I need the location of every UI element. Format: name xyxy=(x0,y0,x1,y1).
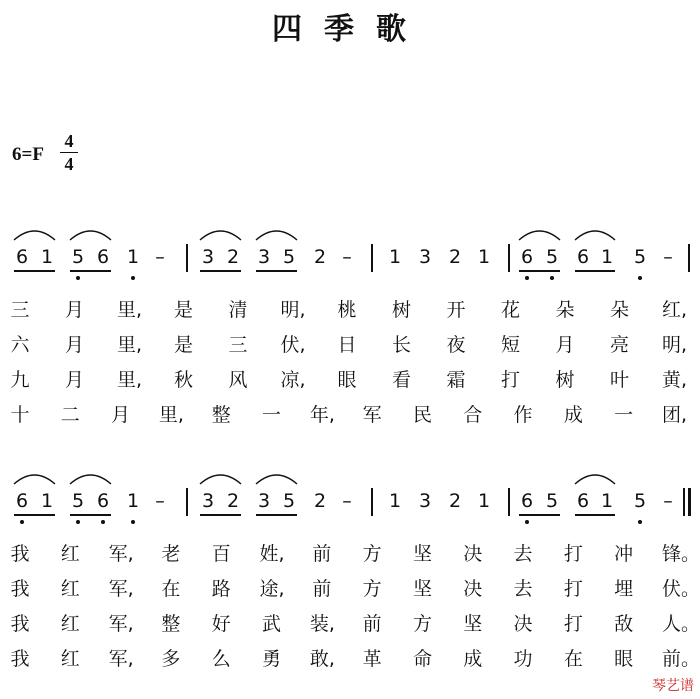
lyric-char: 花 xyxy=(500,299,520,321)
lyric-char: 秋 xyxy=(173,369,193,391)
lyric-char: 明, xyxy=(280,299,306,321)
lyric-char: 短 xyxy=(500,334,520,356)
eighth-beam xyxy=(70,270,111,272)
note: 3 xyxy=(418,246,432,268)
lyric-char: 月 xyxy=(111,404,131,426)
lyric-char: 我 xyxy=(10,578,30,600)
octave-dot xyxy=(101,520,105,524)
lyric-char: 冲 xyxy=(614,543,634,565)
lyric-char: 合 xyxy=(463,404,483,426)
lyric-char: 勇 xyxy=(262,648,282,670)
lyric-char: 姓, xyxy=(259,543,285,565)
note: – xyxy=(663,246,673,268)
octave-dot xyxy=(76,520,80,524)
lyric-char: 一 xyxy=(614,404,634,426)
lyric-char: 人。 xyxy=(662,613,700,635)
bar-line xyxy=(186,244,188,272)
note: – xyxy=(342,246,352,268)
lyric-char: 决 xyxy=(513,613,533,635)
note: 1 xyxy=(126,246,140,268)
lyric-char: 朵 xyxy=(609,299,629,321)
lyric-char: 长 xyxy=(391,334,411,356)
lyric-char: 我 xyxy=(10,543,30,565)
slur xyxy=(70,231,111,240)
key-signature: 6=F xyxy=(12,144,44,165)
lyric-char: 红 xyxy=(60,578,80,600)
lyric-char: 作 xyxy=(513,404,533,426)
lyric-char: 方 xyxy=(362,578,382,600)
note: 5 xyxy=(71,490,85,512)
lyric-char: 叶 xyxy=(609,369,629,391)
eighth-beam xyxy=(575,514,615,516)
lyric-char: 方 xyxy=(362,543,382,565)
bar-line xyxy=(688,244,690,272)
note: 6 xyxy=(96,246,110,268)
note: 1 xyxy=(40,246,54,268)
bar-line xyxy=(508,488,510,516)
bar-line xyxy=(186,488,188,516)
octave-dot xyxy=(131,276,135,280)
note: 1 xyxy=(388,490,402,512)
lyric-char: 红 xyxy=(60,613,80,635)
note: 1 xyxy=(40,490,54,512)
eighth-beam xyxy=(519,514,560,516)
lyric-char: 打 xyxy=(563,578,583,600)
lyric-char: 方 xyxy=(412,613,432,635)
note: – xyxy=(155,490,165,512)
note: 5 xyxy=(545,490,559,512)
note: 5 xyxy=(71,246,85,268)
lyric-char: 二 xyxy=(60,404,80,426)
lyric-char: 去 xyxy=(513,578,533,600)
lyric-char: 前。 xyxy=(662,648,700,670)
lyric-char: 军, xyxy=(108,543,134,565)
lyric-char: 桃 xyxy=(337,299,357,321)
lyric-char: 敢, xyxy=(309,648,335,670)
lyric-char: 月 xyxy=(555,334,575,356)
note: 6 xyxy=(15,490,29,512)
lyric-char: 眼 xyxy=(614,648,634,670)
slur xyxy=(200,231,241,240)
time-divider xyxy=(60,152,78,153)
eighth-beam xyxy=(14,270,55,272)
note: 3 xyxy=(201,246,215,268)
lyric-char: 军, xyxy=(108,613,134,635)
lyric-char: 路 xyxy=(211,578,231,600)
lyric-char: 里, xyxy=(117,334,143,356)
site-watermark: 琴艺谱 xyxy=(652,678,694,694)
eighth-beam xyxy=(256,514,297,516)
lyric-char: 去 xyxy=(513,543,533,565)
note: 6 xyxy=(520,490,534,512)
eighth-beam xyxy=(14,514,55,516)
bar-line xyxy=(688,488,691,516)
slur xyxy=(14,475,55,484)
lyric-char: 整 xyxy=(161,613,181,635)
eighth-beam xyxy=(70,514,111,516)
eighth-beam xyxy=(200,514,241,516)
lyric-char: 月 xyxy=(64,299,84,321)
lyric-char: 凉, xyxy=(280,369,306,391)
lyric-char: 红, xyxy=(662,299,688,321)
eighth-beam xyxy=(575,270,615,272)
lyric-char: 前 xyxy=(362,613,382,635)
lyric-char: 好 xyxy=(211,613,231,635)
note: 3 xyxy=(257,246,271,268)
time-numerator: 4 xyxy=(64,131,74,151)
lyric-char: 我 xyxy=(10,613,30,635)
lyric-char: 风 xyxy=(228,369,248,391)
lyric-char: 眼 xyxy=(337,369,357,391)
lyric-char: 一 xyxy=(262,404,282,426)
note: 2 xyxy=(226,490,240,512)
slur xyxy=(256,231,297,240)
lyric-char: 军, xyxy=(108,648,134,670)
eighth-beam xyxy=(519,270,560,272)
lyric-char: 百 xyxy=(211,543,231,565)
lyric-char: 革 xyxy=(362,648,382,670)
lyric-char: 打 xyxy=(500,369,520,391)
lyric-char: 里, xyxy=(117,369,143,391)
bar-line xyxy=(371,488,373,516)
note: 6 xyxy=(576,490,590,512)
note: 5 xyxy=(282,246,296,268)
lyric-char: 十 xyxy=(10,404,30,426)
note: 1 xyxy=(126,490,140,512)
note: 3 xyxy=(257,490,271,512)
time-signature xyxy=(60,132,78,173)
lyric-char: 命 xyxy=(412,648,432,670)
lyric-char: 坚 xyxy=(412,543,432,565)
lyric-char: 装, xyxy=(309,613,335,635)
lyric-char: 打 xyxy=(563,613,583,635)
final-bar-line xyxy=(683,488,685,516)
lyric-char: 是 xyxy=(173,334,193,356)
note: – xyxy=(155,246,165,268)
lyric-char: 敌 xyxy=(614,613,634,635)
lyric-char: 成 xyxy=(463,648,483,670)
lyric-char: 亮 xyxy=(609,334,629,356)
lyric-char: 多 xyxy=(161,648,181,670)
time-denominator: 4 xyxy=(64,154,74,174)
lyric-char: 整 xyxy=(211,404,231,426)
slur xyxy=(256,475,297,484)
note: 5 xyxy=(633,490,647,512)
lyric-char: 清 xyxy=(228,299,248,321)
lyric-char: 里, xyxy=(117,299,143,321)
lyric-char: 霜 xyxy=(446,369,466,391)
note: 2 xyxy=(313,246,327,268)
note: 5 xyxy=(282,490,296,512)
lyric-char: 老 xyxy=(161,543,181,565)
lyric-char: 三 xyxy=(10,299,30,321)
eighth-beam xyxy=(200,270,241,272)
note: 6 xyxy=(520,246,534,268)
note: – xyxy=(663,490,673,512)
note: 3 xyxy=(418,490,432,512)
note: 1 xyxy=(600,490,614,512)
lyric-char: 红 xyxy=(60,543,80,565)
lyric-char: 坚 xyxy=(412,578,432,600)
note: 2 xyxy=(226,246,240,268)
lyric-char: 坚 xyxy=(463,613,483,635)
lyric-char: 锋。 xyxy=(662,543,700,565)
lyric-char: 民 xyxy=(412,404,432,426)
lyric-char: 成 xyxy=(563,404,583,426)
lyric-char: 树 xyxy=(555,369,575,391)
lyric-char: 黄, xyxy=(662,369,688,391)
slur xyxy=(14,231,55,240)
lyric-char: 是 xyxy=(173,299,193,321)
lyric-char: 功 xyxy=(513,648,533,670)
lyric-char: 夜 xyxy=(446,334,466,356)
slur xyxy=(575,231,615,240)
slur xyxy=(70,475,111,484)
lyric-char: 途, xyxy=(259,578,285,600)
eighth-beam xyxy=(256,270,297,272)
note: 5 xyxy=(545,246,559,268)
note: 1 xyxy=(388,246,402,268)
note: 2 xyxy=(448,246,462,268)
note: 2 xyxy=(313,490,327,512)
lyric-char: 九 xyxy=(10,369,30,391)
lyric-char: 开 xyxy=(446,299,466,321)
song-title: 四季歌 xyxy=(272,12,428,47)
lyric-char: 在 xyxy=(161,578,181,600)
bar-line xyxy=(508,244,510,272)
lyric-char: 日 xyxy=(337,334,357,356)
slur xyxy=(200,475,241,484)
lyric-char: 明, xyxy=(662,334,688,356)
lyric-char: 伏。 xyxy=(662,578,700,600)
note: 1 xyxy=(600,246,614,268)
lyric-char: 朵 xyxy=(555,299,575,321)
lyric-char: 前 xyxy=(312,578,332,600)
lyric-char: 打 xyxy=(563,543,583,565)
lyric-char: 前 xyxy=(312,543,332,565)
lyric-char: 月 xyxy=(64,334,84,356)
note: 1 xyxy=(477,490,491,512)
octave-dot xyxy=(525,520,529,524)
lyric-char: 团, xyxy=(662,404,688,426)
lyric-char: 红 xyxy=(60,648,80,670)
note: 2 xyxy=(448,490,462,512)
octave-dot xyxy=(638,276,642,280)
lyric-char: 么 xyxy=(211,648,231,670)
lyric-char: 三 xyxy=(228,334,248,356)
lyric-char: 树 xyxy=(391,299,411,321)
octave-dot xyxy=(550,276,554,280)
note: 6 xyxy=(576,246,590,268)
lyric-char: 我 xyxy=(10,648,30,670)
lyric-char: 在 xyxy=(563,648,583,670)
octave-dot xyxy=(76,276,80,280)
lyric-char: 里, xyxy=(158,404,184,426)
lyric-char: 武 xyxy=(262,613,282,635)
lyric-char: 伏, xyxy=(280,334,306,356)
note: 1 xyxy=(477,246,491,268)
lyric-char: 六 xyxy=(10,334,30,356)
lyric-char: 决 xyxy=(463,578,483,600)
octave-dot xyxy=(638,520,642,524)
note: 3 xyxy=(201,490,215,512)
lyric-char: 埋 xyxy=(614,578,634,600)
bar-line xyxy=(371,244,373,272)
note: – xyxy=(342,490,352,512)
lyric-char: 军, xyxy=(108,578,134,600)
note: 6 xyxy=(96,490,110,512)
octave-dot xyxy=(20,520,24,524)
slur xyxy=(575,475,615,484)
note: 6 xyxy=(15,246,29,268)
lyric-char: 决 xyxy=(463,543,483,565)
lyric-char: 军 xyxy=(362,404,382,426)
lyric-char: 看 xyxy=(391,369,411,391)
note: 5 xyxy=(633,246,647,268)
lyric-char: 月 xyxy=(64,369,84,391)
lyric-char: 年, xyxy=(309,404,335,426)
slur xyxy=(519,231,560,240)
octave-dot xyxy=(131,520,135,524)
octave-dot xyxy=(525,276,529,280)
